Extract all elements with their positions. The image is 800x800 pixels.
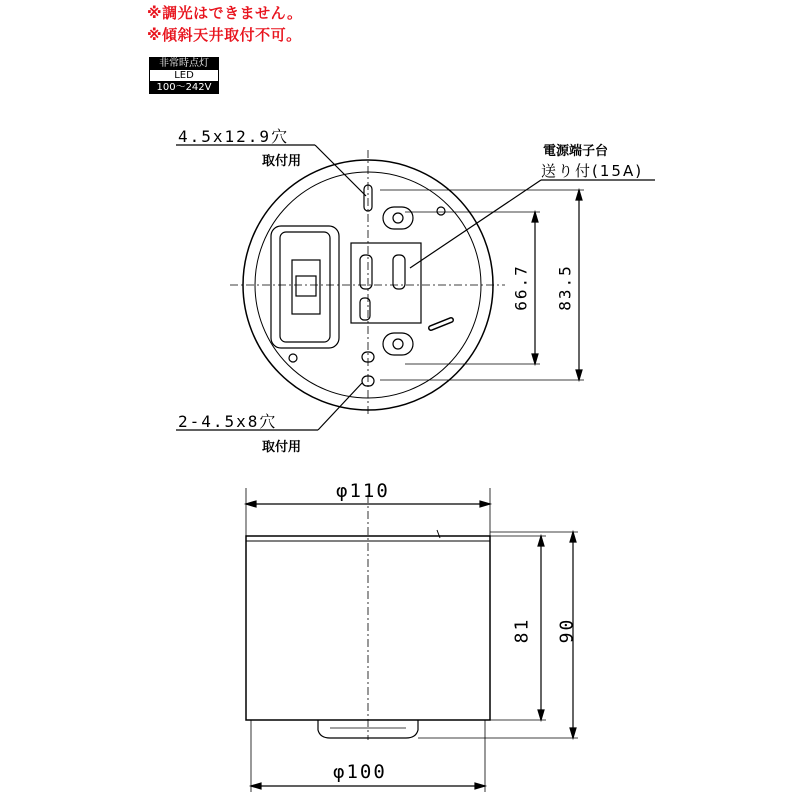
screw-boss-bottom [383,333,413,355]
dim-66-7-label: 66.7 [511,264,531,311]
hole-bottom-sub: 取付用 [262,440,302,455]
note-no-sloped-ceiling: ※傾斜天井取付不可。 [147,26,302,44]
badge-line-led: LED [150,69,218,82]
terminal-slot-3 [360,298,370,320]
terminal-label: 電源端子台 [543,144,609,159]
height-81-label: 81 [511,617,533,644]
left-block-outer [271,226,339,348]
left-block-inner [280,232,330,342]
dia-100-label: φ100 [333,761,387,783]
dim-83-5-label: 83.5 [555,264,575,311]
screw-boss-top [383,207,413,229]
hole-small-left [289,354,297,362]
note-no-dimming: ※調光はできません。 [147,4,303,22]
screw-bottom [393,339,403,349]
hole-bottom-label: 2-4.5x8穴 [178,412,278,431]
leader-terminal [410,180,541,268]
terminal-slot-2 [393,255,405,289]
leader-hole-bottom [318,383,362,430]
dia-110-label: φ110 [336,480,390,502]
left-block-center [296,276,316,296]
height-90-label: 90 [556,617,578,644]
terminal-block [351,243,421,323]
terminal-sub: 送り付(15A) [541,162,644,180]
leader-hole-top [315,145,366,196]
badge-line-emergency: 非常時点灯 [150,58,218,69]
hole-small-right [437,207,445,215]
terminal-slot-1 [360,255,372,289]
hole-top-label: 4.5x12.9穴 [178,127,290,146]
badge-line-voltage: 100〜242V [150,82,218,93]
hole-top-sub: 取付用 [262,154,302,169]
screw-top [393,213,403,223]
